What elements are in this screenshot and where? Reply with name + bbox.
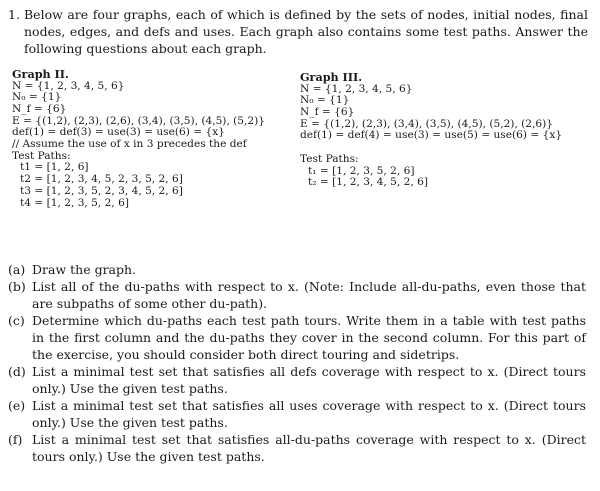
graph-ii-title: Graph II.	[12, 67, 69, 81]
graph-ii-block	[12, 68, 302, 209]
graph-ii-test-path: t1 = [1, 2, 6]	[20, 161, 89, 174]
graph-ii-comment: // Assume the use of x in 3 precedes the def	[12, 138, 247, 151]
question-text: List all of the du-paths with respect to x. (Note: Include all-du-paths, even those that are subpaths of some other du-path).	[32, 279, 586, 311]
question-text: Draw the graph.	[32, 262, 137, 277]
graph-ii-edges: E = {(1,2), (2,3), (2,6), (3,4), (3,5), (4,5), (5,2)}	[12, 114, 266, 127]
question-label: (f)	[8, 432, 23, 447]
graph-iii-node-set: N = {1, 2, 3, 4, 5, 6}	[300, 82, 413, 95]
graph-ii-test-path: t4 = [1, 2, 3, 5, 2, 6]	[20, 196, 129, 209]
graph-iii-block	[300, 71, 595, 189]
problem-intro-text: Below are four graphs, each of which is defined by the sets of nodes, initial nodes, final nodes, edges, and defs and uses. Each graph also contains some test paths. Answer the following questions about each graph.	[24, 7, 588, 56]
question-item	[8, 312, 586, 363]
question-label: (c)	[8, 313, 25, 328]
graph-ii-defs-uses: def(1) = def(3) = use(3) = use(6) = {x}	[12, 126, 225, 139]
graph-ii-test-path: t2 = [1, 2, 3, 4, 5, 2, 3, 5, 2, 6]	[20, 173, 183, 186]
question-item	[8, 278, 586, 312]
graph-ii-final-nodes: N_f = {6}	[12, 102, 67, 115]
question-text: List a minimal test set that satisfies all defs coverage with respect to x. (Direct tours only.) Use the given test paths.	[32, 364, 586, 396]
problem-number: 1.	[8, 7, 20, 22]
graph-iii-final-nodes: N_f = {6}	[300, 105, 355, 118]
graph-iii-test-paths-label: Test Paths:	[300, 153, 359, 166]
question-item	[8, 261, 586, 278]
question-label: (b)	[8, 279, 26, 294]
question-item	[8, 397, 586, 431]
graph-ii-initial-nodes: N₀ = {1}	[12, 91, 62, 104]
question-label: (d)	[8, 364, 26, 379]
question-item	[8, 431, 586, 465]
question-list	[8, 261, 586, 465]
question-label: (a)	[8, 262, 26, 277]
graph-ii-node-set: N = {1, 2, 3, 4, 5, 6}	[12, 79, 125, 92]
graph-iii-title: Graph III.	[300, 70, 363, 84]
graph-iii-test-path: t₂ = [1, 2, 3, 4, 5, 2, 6]	[308, 176, 428, 189]
graph-iii-initial-nodes: N₀ = {1}	[300, 94, 350, 107]
question-label: (e)	[8, 398, 26, 413]
graph-iii-edges: E = {(1,2), (2,3), (3,4), (3,5), (4,5), (5,2), (2,6)}	[300, 117, 554, 130]
graph-iii-test-path: t₁ = [1, 2, 3, 5, 2, 6]	[308, 164, 415, 177]
graph-ii-test-paths-label: Test Paths:	[12, 149, 71, 162]
question-text: List a minimal test set that satisfies all-du-paths coverage with respect to x. (Direct tours only.) Use the given test paths.	[32, 432, 586, 464]
question-text: List a minimal test set that satisfies all uses coverage with respect to x. (Direct tours only.) Use the given test paths.	[32, 398, 586, 430]
graph-ii-test-path: t3 = [1, 2, 3, 5, 2, 3, 4, 5, 2, 6]	[20, 184, 183, 197]
question-item	[8, 363, 586, 397]
question-text: Determine which du-paths each test path tours. Write them in a table with test paths in the first column and the du-paths they cover in the second column. For this part of the exercise, you should consider both direct touring and sidetrips.	[32, 313, 586, 362]
problem-intro	[8, 6, 588, 57]
graph-iii-defs-uses: def(1) = def(4) = use(3) = use(5) = use(6) = {x}	[300, 129, 563, 142]
